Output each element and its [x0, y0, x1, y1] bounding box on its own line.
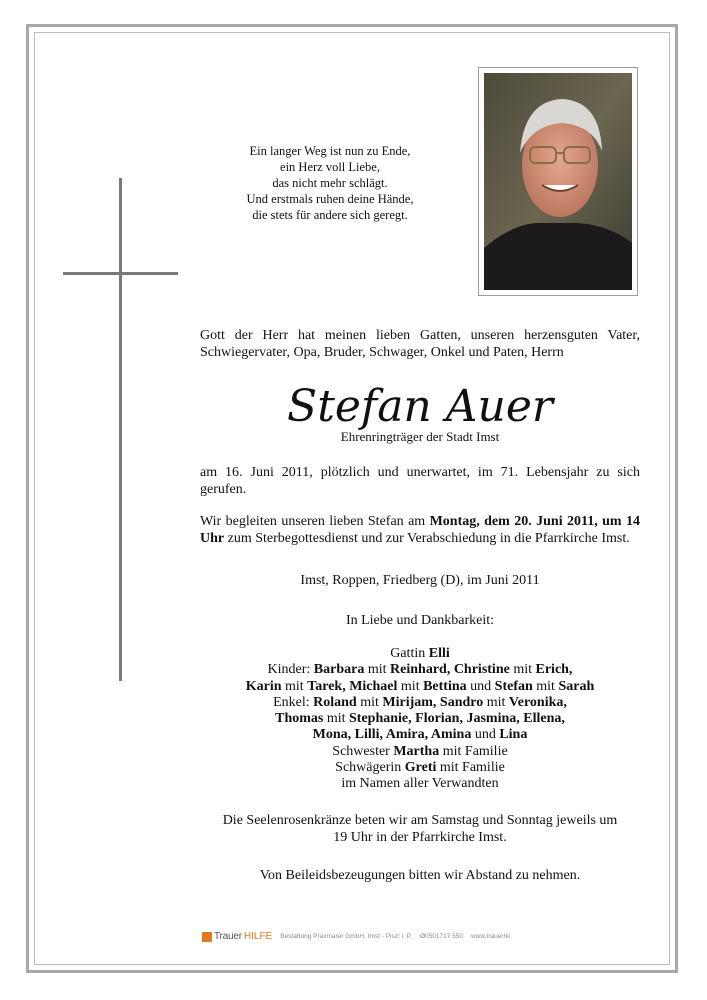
gratitude-line: In Liebe und Dankbarkeit:	[345, 613, 495, 628]
family-line-children-2: Karin mit Tarek, Michael mit Bettina und Stefan mit Sarah	[245, 678, 595, 694]
logo-text-b: HILFE	[243, 931, 273, 942]
trauerhilfe-logo	[202, 931, 272, 942]
footer	[202, 931, 510, 942]
cross-vertical-bar	[119, 178, 122, 681]
portrait-frame	[478, 67, 638, 296]
death-text: am 16. Juni 2011, plötzlich und unerwartet, im 71. Lebensjahr zu sich gerufen.	[200, 465, 640, 497]
intro-text: Gott der Herr hat meinen lieben Gatten, unseren herzensguten Vater, Schwiegervater, Opa, Bruder, Schwager, Onkel und Paten, Herrn	[200, 328, 640, 360]
family-line-sister-in-law: Schwägerin Greti mit Familie	[335, 760, 505, 776]
funeral-text	[200, 513, 640, 547]
poem-line: die stets für andere sich geregt.	[252, 208, 408, 222]
logo-square-icon	[202, 932, 212, 942]
footer-phone: Ø0501717 550	[419, 933, 463, 940]
funeral-pre: Wir begleiten unseren lieben Stefan am	[200, 514, 430, 529]
deceased-name: Stefan Auer	[287, 381, 553, 432]
poem-line: Ein langer Weg ist nun zu Ende,	[249, 144, 411, 158]
family-line-sister: Schwester Martha mit Familie	[332, 743, 508, 759]
funeral-post: zum Sterbegottesdienst und zur Verabschiedung in die Pfarrkirche Imst.	[224, 531, 630, 546]
portrait-photo	[484, 73, 632, 290]
family-line-relatives: im Namen aller Verwandten	[341, 776, 499, 792]
family-line-children: Kinder: Barbara mit Reinhard, Christine mit Erich,	[267, 662, 573, 678]
family-list	[200, 646, 640, 793]
poem-line: das nicht mehr schlägt.	[272, 176, 388, 190]
poem-line: Und erstmals ruhen deine Hände,	[246, 192, 414, 206]
poem	[200, 143, 460, 223]
family-line-grandchildren: Enkel: Roland mit Mirijam, Sandro mit Veronika,	[273, 694, 567, 710]
footer-web: www.trauerhil	[470, 933, 510, 940]
footer-company: Bestattung Praxmarer GmbH, Imst - Pisz! i. P.	[280, 933, 412, 940]
poem-line: ein Herz voll Liebe,	[280, 160, 380, 174]
honorary-title: Ehrenringträger der Stadt Imst	[340, 429, 500, 444]
funeral-date: Montag, dem 20. Juni 2011, um 14 Uhr	[200, 514, 640, 546]
place-date: Imst, Roppen, Friedberg (D), im Juni 2011	[300, 573, 540, 588]
logo-text-a: Trauer	[214, 931, 242, 942]
rosary-text: Die Seelenrosenkränze beten wir am Samstag und Sonntag jeweils um 19 Uhr in der Pfarrkirche Imst.	[222, 813, 618, 845]
family-line-grandchildren-2: Thomas mit Stephanie, Florian, Jasmina, Ellena,	[275, 711, 565, 727]
family-line-grandchildren-3: Mona, Lilli, Amira, Amina und Lina	[312, 727, 528, 743]
condolence-text: Von Beileidsbezeugungen bitten wir Abstand zu nehmen.	[259, 868, 581, 883]
cross-horizontal-bar	[63, 272, 178, 275]
family-line-wife: Gattin Elli	[390, 646, 450, 661]
